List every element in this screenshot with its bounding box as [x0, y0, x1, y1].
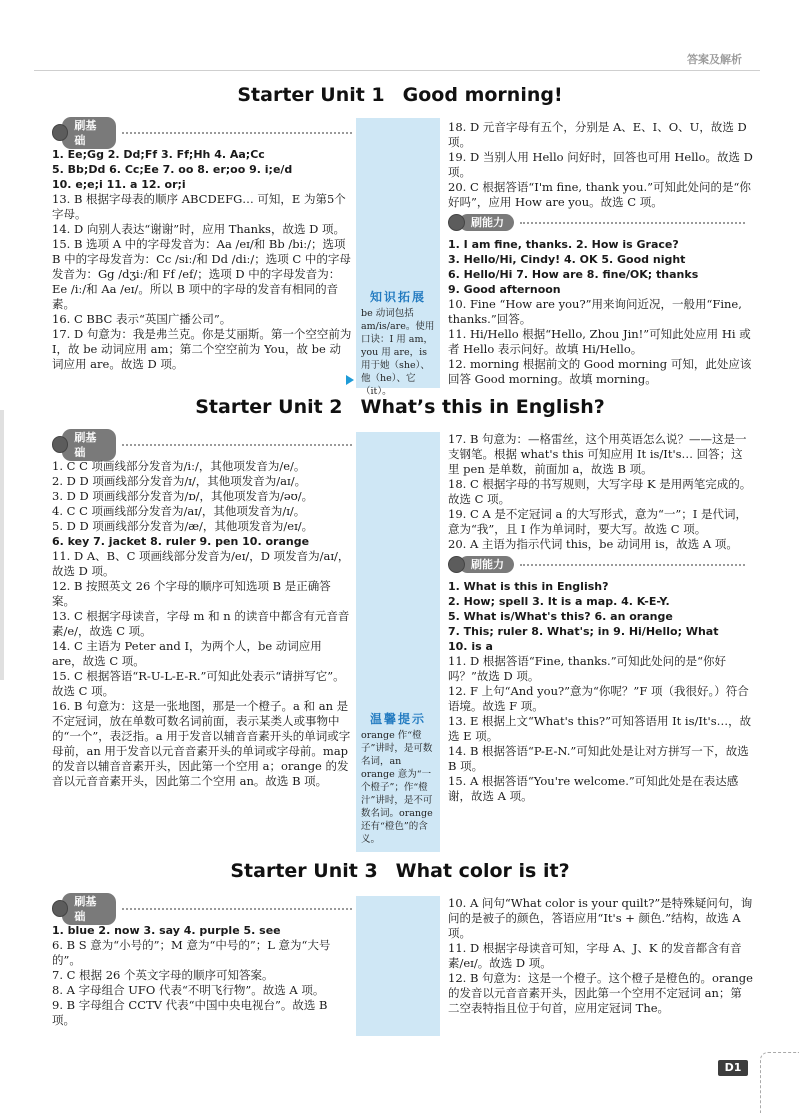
answer-item: 19. D 当别人用 Hello 问好时，回答也可用 Hello。故选 D 项。	[448, 150, 753, 179]
answer-item: 11. Hi/Hello 根据“Hello, Zhou Jin!”可知此处应用 Hi 或者 Hello 表示问好。故填 Hi/Hello。	[448, 327, 751, 356]
answer-item: 12. B 句意为：这是一个橙子。这个橙子是橙色的。orange 的发音以元音音素开头，因此第一个空用不定冠词 an；第二空表特指且位于句首，应用定冠词 The。	[448, 971, 753, 1015]
answer-line: 1. blue 2. now 3. say 4. purple 5. see	[52, 924, 281, 937]
answer-item: 6. B S 意为“小号的”；M 意为“中号的”；L 意为“大号的”。	[52, 938, 331, 967]
answer-item: 17. D 句意为：我是弗兰克。你是艾丽斯。第一个空空前为 I，故 be 动词应用 am；第二个空空前为 You，故 be 动词应用 are。故选 D 项。	[52, 327, 352, 371]
answer-item: 8. A 字母组合 UFO 代表“不明飞行物”。故选 A 项。	[52, 983, 325, 997]
answer-line: 3. Hello/Hi, Cindy! 4. OK 5. Good night	[448, 253, 686, 266]
header-rule	[34, 70, 760, 71]
answer-item: 1. C C 项画线部分发音为/iː/，其他项发音为/e/。	[52, 459, 306, 473]
answer-item: 14. D 向别人表达“谢谢”时，应用 Thanks，故选 D 项。	[52, 222, 345, 236]
unit1-basic-tag: 刷基础	[52, 124, 352, 141]
answer-item: 5. D D 项画线部分发音为/æ/，其他项发音为/eɪ/。	[52, 519, 314, 533]
answer-line: 7. This; ruler 8. What's; in 9. Hi/Hello; What	[448, 625, 719, 638]
answer-item: 9. B 字母组合 CCTV 代表“中国中央电视台”。故选 B 项。	[52, 998, 328, 1027]
unit2-sidebar	[356, 432, 440, 852]
answer-item: 20. C 根据答语“I'm fine, thank you.”可知此处问的是“你好吗”，应用 How are you。故选 C 项。	[448, 180, 751, 209]
unit3-title: Starter Unit 3 What color is it?	[230, 860, 570, 882]
answer-item: 16. B 句意为：这是一张地图，那是一个橙子。a 和 an 是不定冠词，放在单数可数名词前面，表示某类人或事物中的“一个”，表泛指。a 用于发音以辅音音素开头的单词或字母前，an 用于发音以元音音素开头的单词或字母前。map 的发音以辅音音素开头，因此第一个空用 a；orange 的发音以元音音素开头，因此第二个空用 an。故选 B 项。	[52, 699, 351, 788]
answer-item: 12. morning 根据前文的 Good morning 可知，此处应该回答 Good morning。故填 morning。	[448, 357, 752, 386]
unit2-right-column	[448, 432, 753, 804]
answer-item: 11. D 根据字母读音可知，字母 A、J、K 的发音都含有音素/eɪ/。故选 D 项。	[448, 941, 742, 970]
answer-item: 18. D 元音字母有五个，分别是 A、E、I、O、U，故选 D 项。	[448, 120, 747, 149]
page-corner-decoration	[760, 1052, 799, 1113]
answer-line: 9. Good afternoon	[448, 283, 561, 296]
answer-item: 15. A 根据答语“You're welcome.”可知此处是在表达感谢，故选 A 项。	[448, 774, 739, 803]
page-number: D1	[718, 1060, 748, 1076]
answer-line: 2. How; spell 3. It is a map. 4. K-E-Y.	[448, 595, 670, 608]
sidebar-title: 知识拓展	[369, 290, 426, 304]
answer-item: 10. A 问句“What color is your quilt?”是特殊疑问句，询问的是被子的颜色，答语应用“It's + 颜色.”结构，故选 A 项。	[448, 896, 753, 940]
answer-item: 14. B 根据答语“P-E-N.”可知此处是让对方拼写一下，故选 B 项。	[448, 744, 749, 773]
answer-item: 7. C 根据 26 个英文字母的顺序可知答案。	[52, 968, 274, 982]
answer-item: 14. C 主语为 Peter and I，为两个人，be 动词应用 are，故选 C 项。	[52, 639, 322, 668]
unit2-title: Starter Unit 2 What’s this in English?	[195, 396, 605, 418]
unit3-left-column	[52, 896, 352, 1028]
pen-icon	[448, 214, 465, 231]
answer-item: 16. C BBC 表示“英国广播公司”。	[52, 312, 232, 326]
answer-item: 15. C 根据答语“R-U-L-E-R.”可知此处表示“请拼写它”。故选 C 项。	[52, 669, 345, 698]
unit1-left-column	[52, 120, 352, 372]
sidebar-note: orange 作“橙子”讲时，是可数名词，an orange 意为“一个橙子”；作“橙汁”讲时，是不可数名词。orange 还有“橙色”的含义。	[361, 730, 433, 845]
page-header-label: 答案及解析	[687, 53, 742, 66]
answer-item: 18. C 根据字母的书写规则，大写字母 K 是用两笔完成的。故选 C 项。	[448, 477, 752, 506]
answer-line: 5. What is/What's this? 6. an orange	[448, 610, 673, 623]
unit1-sidebar	[356, 118, 440, 397]
unit2-basic-tag: 刷基础	[52, 436, 352, 453]
answer-item: 4. C C 项画线部分发音为/aɪ/，其他项发音为/ɪ/。	[52, 504, 306, 518]
arrow-icon	[346, 375, 354, 385]
answer-item: 15. B 选项 A 中的字母发音为：Aa /eɪ/和 Bb /biː/；选项 B 中的字母发音为：Cc /siː/和 Dd /diː/；选项 C 中的字母发音为：Gg /dʒiː/和 Ff /ef/；选项 D 中的字母发音为：Ee /iː/和 Aa /eɪ/。所以 B 项中的字母的发音有相同的音素。	[52, 237, 351, 311]
answer-item: 19. C A 是不定冠词 a 的大写形式，意为“一”；I 是代词，意为“我”，且 I 作为单词时，要大写。故选 C 项。	[448, 507, 747, 536]
unit1-ability-tag: 刷能力	[448, 214, 745, 231]
unit2-ability-tag: 刷能力	[448, 556, 745, 573]
unit1-right-column	[448, 120, 753, 387]
answer-item: 2. D D 项画线部分发音为/ɪ/，其他项发音为/aɪ/。	[52, 474, 307, 488]
answer-item: 20. A 主语为指示代词 this，be 动词用 is，故选 A 项。	[448, 537, 738, 551]
answer-line: 10. is a	[448, 640, 493, 653]
unit1-title: Starter Unit 1 Good morning!	[237, 84, 563, 106]
answer-item: 17. B 句意为：—格雷丝，这个用英语怎么说？——这是一支钢笔。根据 what's this 可知应用 It is/It's… 回答；这里 pen 是单数，前面加 a，故选 B 项。	[448, 432, 747, 476]
answer-line: 5. Bb;Dd 6. Cc;Ee 7. oo 8. er;oo 9. i;e/d	[52, 163, 293, 176]
page-edge-stripe	[0, 410, 4, 680]
answer-line: 1. I am fine, thanks. 2. How is Grace?	[448, 238, 679, 251]
answer-line: 1. What is this in English?	[448, 580, 609, 593]
sidebar-title: 温馨提示	[369, 712, 426, 726]
pen-icon	[448, 556, 465, 573]
answer-item: 13. B 根据字母表的顺序 ABCDEFG… 可知，E 为第5个字母。	[52, 192, 346, 221]
unit3-right-column	[448, 896, 753, 1016]
answer-item: 3. D D 项画线部分发音为/ɒ/，其他项发音为/əʊ/。	[52, 489, 314, 503]
answer-line: 6. key 7. jacket 8. ruler 9. pen 10. orange	[52, 535, 310, 548]
answer-line: 6. Hello/Hi 7. How are 8. fine/OK; thanks	[448, 268, 699, 281]
answer-item: 13. C 根据字母读音，字母 m 和 n 的读音中都含有元音音素/e/，故选 C 项。	[52, 609, 350, 638]
answer-item: 10. Fine “How are you?”用来询问近况，一般用“Fine, thanks.”回答。	[448, 297, 742, 326]
answer-line: 1. Ee;Gg 2. Dd;Ff 3. Ff;Hh 4. Aa;Cc	[52, 148, 265, 161]
unit2-left-column	[52, 432, 352, 789]
answer-item: 12. B 按照英文 26 个字母的顺序可知选项 B 是正确答案。	[52, 579, 331, 608]
unit3-basic-tag: 刷基础	[52, 900, 352, 917]
answer-item: 11. D A、B、C 项画线部分发音为/eɪ/，D 项发音为/aɪ/，故选 D 项。	[52, 549, 350, 578]
sidebar-note: be 动词包括 am/is/are。使用口诀：I 用 am，you 用 are，is 用于她（she）、他（he）、它（it）。	[361, 308, 435, 397]
answer-line: 10. e;e;i 11. a 12. or;i	[52, 178, 186, 191]
unit3-sidebar	[356, 896, 440, 1036]
answer-item: 12. F 上句“And you?”意为“你呢？”F 项（我很好。）符合语境。故选 F 项。	[448, 684, 749, 713]
answer-item: 11. D 根据答语“Fine, thanks.”可知此处问的是“你好吗？”故选 D 项。	[448, 654, 726, 683]
answer-item: 13. E 根据上文“What's this?”可知答语用 It is/It's…，故选 E 项。	[448, 714, 752, 743]
